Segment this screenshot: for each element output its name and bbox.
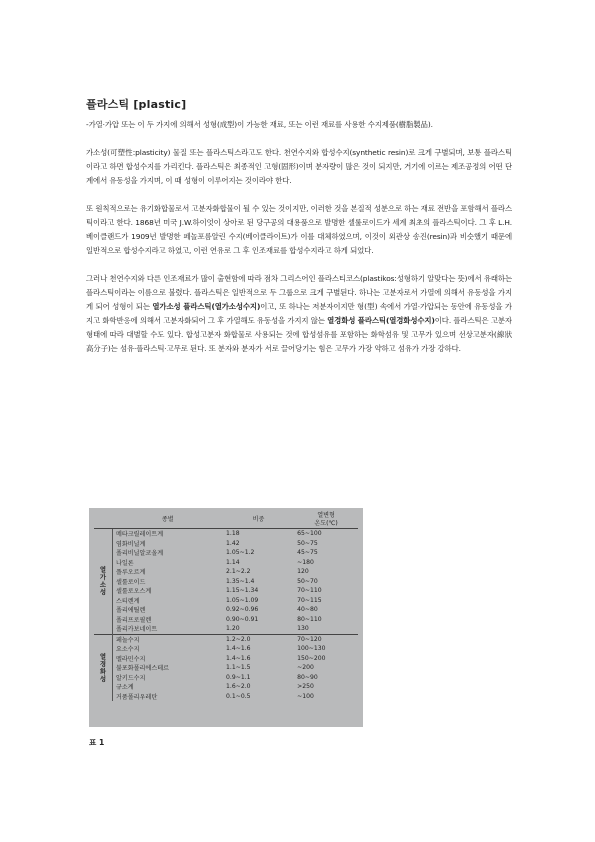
density-value: 1.4~1.6: [226, 654, 251, 662]
material-name: 폴리에틸렌: [116, 607, 146, 615]
table-row: [94, 605, 358, 615]
density-value: 1.4~1.6: [226, 645, 251, 653]
material-name: 멜라민수지: [116, 655, 146, 663]
material-name: 페놀수지: [113, 634, 224, 644]
material-name: 불포화폴리에스테르: [116, 665, 169, 673]
deflection-temp-value: ~180: [297, 558, 314, 566]
density-value: 1.20: [226, 625, 240, 633]
deflection-temp-value: ~100: [297, 692, 314, 700]
deflection-temp-value: 40~80: [297, 606, 318, 614]
density-value: 1.6~2.0: [226, 683, 251, 691]
table-row: [94, 654, 358, 664]
table-row: [94, 529, 358, 539]
density-value: 1.15~1.34: [226, 587, 259, 595]
table-row: [94, 663, 358, 673]
deflection-temp-value: >250: [297, 683, 314, 691]
table-row: [94, 558, 358, 568]
density-value: 1.42: [226, 539, 240, 547]
deflection-temp-value: 80~110: [297, 615, 322, 623]
material-name: 요소수지: [116, 646, 140, 654]
deflection-temp-value: ~200: [297, 664, 314, 672]
document-body: [86, 96, 512, 356]
density-value: 1.14: [226, 558, 240, 566]
material-name: 나일론: [116, 559, 134, 567]
group-label: 열경화성: [94, 634, 113, 701]
material-name: 폴리카보네이트: [116, 626, 158, 634]
deflection-temp-value: 50~75: [297, 539, 318, 547]
density-value: 0.92~0.96: [226, 606, 259, 614]
table-row: [94, 682, 358, 692]
deflection-temp-value: 150~200: [297, 654, 326, 662]
material-name: 염화비닐계: [116, 540, 146, 548]
material-name: 규소계: [116, 684, 134, 692]
table-body: [94, 529, 358, 702]
deflection-temp-value: 70~120: [294, 634, 358, 644]
table-row: [94, 548, 358, 558]
header-temp: 열변형 온도(℃): [294, 512, 358, 529]
table-row: [94, 692, 358, 702]
density-value: 1.05~1.2: [226, 549, 255, 557]
material-name: 셀룰로오스계: [116, 588, 152, 596]
table-row: [94, 567, 358, 577]
table-row: [94, 615, 358, 625]
density-value: 0.1~0.5: [226, 692, 251, 700]
thermoplastic-term: 열가소성 플라스틱(열가소성수지): [152, 302, 261, 311]
deflection-temp-value: 70~115: [297, 596, 322, 604]
table-caption: 표 1: [89, 738, 105, 747]
deflection-temp-value: 45~75: [297, 549, 318, 557]
material-name: 폴리비닐알코올계: [116, 550, 164, 558]
material-name: 스티렌계: [116, 597, 140, 605]
material-name: 셀룰로이드: [116, 578, 146, 586]
table-row: [94, 577, 358, 587]
deflection-temp-value: 130: [297, 625, 309, 633]
deflection-temp-value: 50~70: [297, 577, 318, 585]
density-value: 1.35~1.4: [226, 577, 255, 585]
material-name: 메타크릴레이트계: [116, 531, 164, 539]
document-title: 플라스틱 [plastic]: [86, 98, 187, 111]
density-value: 2.1~2.2: [226, 568, 251, 576]
paragraph-history: 또 원칙적으로는 유기화합물로서 고분자화합물이 될 수 있는 것이지만, 이러한 것을 본질적 성분으로 하는 재료 전반을 포함해서 플라스틱이라고 한다. 1868년 미국 J.W.하이엇이 상아로 된 당구공의 대용품으로 발명한 셀룰로이드가 세계 최초의 플라스틱이다. 그 후 L.H.베이클랜드가 1909년 발명한 페놀포름알린 수지(베이클라이트)가 이를 대체하였으며, 이것이 외관상 송진(resin)과 비슷했기 때문에 일반적으로 합성수지라고 하였고, 이런 연유로 그 후 인조재료를 합성수지라고 하게 되었다.: [86, 204, 512, 255]
header-type: 종별: [113, 512, 224, 529]
table-row: [94, 586, 358, 596]
deflection-temp-value: 80~90: [297, 673, 318, 681]
material-name: 플루오르계: [116, 569, 146, 577]
density-value: 1.05~1.09: [226, 596, 259, 604]
table-row: [94, 644, 358, 654]
deflection-temp-value: 120: [297, 568, 309, 576]
deflection-temp-value: 100~130: [297, 645, 326, 653]
material-name: 거품폴리우레탄: [116, 693, 158, 701]
density-value: 1.1~1.5: [226, 664, 251, 672]
table-row: [94, 596, 358, 606]
plastics-properties-table: [89, 508, 363, 727]
density-value: 0.9~1.1: [226, 673, 251, 681]
table-row: [94, 539, 358, 549]
definition-paragraph: -가열·가압 또는 이 두 가지에 의해서 성형(成型)이 가능한 재료, 또는 이런 재료를 사용한 수지제품(樹脂製品).: [86, 120, 433, 129]
material-name: 폴리프로필렌: [116, 616, 152, 624]
deflection-temp-value: 70~110: [297, 587, 322, 595]
table-row: [94, 634, 358, 644]
paragraph-classification: 그러나 천연수지와 다른 인조재료가 많이 출현함에 따라 점차 그리스어인 플라스티코스(plastikos:성형하기 알맞다는 뜻)에서 유래하는 플라스틱이라는 이름으로 불렸다. 플라스틱은 일반적으로 두 그룹으로 크게 구별된다. 하나는 고분자로서 가열에 의해서 유동성을 가지게 되어 성형이 되는 열가소성 플라스틱(열가소성수지)이고, 또 하나는 저분자이지만 형(型) 속에서 가열·가압되는 동안에 유동성을 가지고 화학반응에 의해서 고분자화되어 그 후 가열해도 유동성을 가지지 않는 열경화성 플라스틱(열경화성수지)이다. 플라스틱은 고분자 형태에 따라 대별할 수도 있다. 합성고분자 화합물로 사용되는 것에 합성섬유를 포함하는 화학섬유 및 고무가 있으며 선상고분자(線狀高分子)는 섬유·플라스틱·고무로 된다. 또 분자와 분자가 서로 끌어당기는 힘은 고무가 가장 약하고 섬유가 가장 강하다.: [86, 274, 512, 353]
material-name: 알키드수지: [116, 674, 146, 682]
header-density: 비중: [223, 512, 294, 529]
table-row: [94, 673, 358, 683]
paragraph-plasticity: 가소성(可塑性:plasticity) 물질 또는 플라스틱스라고도 한다. 천연수지와 합성수지(synthetic resin)로 크게 구별되며, 보통 플라스틱이라고 하면 합성수지를 가리킨다. 플라스틱은 최종적인 고형(固形)이며 분자량이 많은 것이 되지만, 거기에 이르는 제조공정의 어떤 단계에서 유동성을 가지며, 이 때 성형이 이루어지는 것이라야 한다.: [86, 148, 512, 185]
group-label: 열가소성: [94, 529, 113, 635]
table-row: [94, 624, 358, 634]
density-value: 1.18: [226, 530, 240, 538]
thermoset-term: 열경화성 플라스틱(열경화성수지): [327, 316, 435, 325]
density-value: 0.90~0.91: [226, 615, 259, 623]
deflection-temp-value: 65~100: [297, 530, 322, 538]
density-value: 1.2~2.0: [223, 634, 294, 644]
